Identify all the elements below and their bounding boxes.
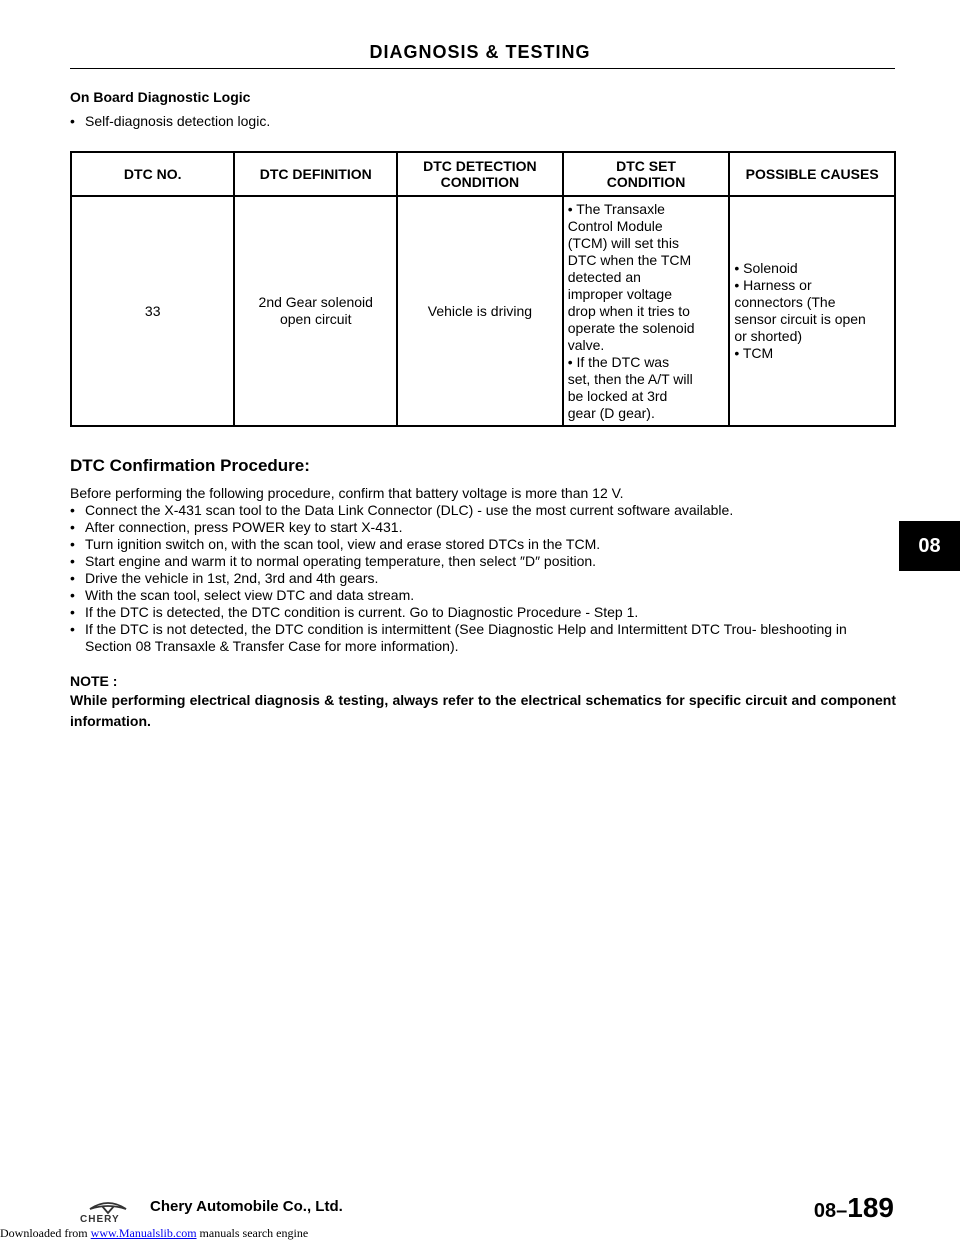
company-name: Chery Automobile Co., Ltd. xyxy=(150,1198,343,1215)
set-line: be locked at 3rd xyxy=(567,387,668,404)
header-dtc-detection-condition xyxy=(397,152,563,196)
step-text: If the DTC is detected, the DTC condition is current. Go to Diagnostic Procedure - Step 1. xyxy=(85,604,639,620)
step-text: Connect the X-431 scan tool to the Data Link Connector (DLC) - use the most current software available. xyxy=(85,502,734,518)
definition-line1: 2nd Gear solenoid xyxy=(258,294,373,310)
header-dtc-set-condition xyxy=(563,152,730,196)
step-text: With the scan tool, select view DTC and data stream. xyxy=(85,587,415,603)
download-notice xyxy=(0,1226,308,1241)
header-set-line1: DTC SET xyxy=(616,158,676,174)
procedure-step xyxy=(70,570,896,587)
page-number xyxy=(814,1192,894,1224)
header-possible-causes: POSSIBLE CAUSES xyxy=(729,152,895,196)
download-prefix: Downloaded from xyxy=(0,1226,91,1240)
cause-line: • TCM xyxy=(734,345,774,361)
cause-line: • Solenoid xyxy=(734,260,798,276)
bullet-icon: • xyxy=(70,113,75,129)
procedure-intro: Before performing the following procedure, confirm that battery voltage is more than 12 V. xyxy=(70,485,624,501)
cell-detection-condition: Vehicle is driving xyxy=(397,196,563,426)
cause-line: or shorted) xyxy=(734,328,803,344)
step-text: Turn ignition switch on, with the scan tool, view and erase stored DTCs in the TCM. xyxy=(85,536,601,552)
bullet-icon: • xyxy=(70,570,75,586)
page-header-title: DIAGNOSIS & TESTING xyxy=(369,42,591,62)
cell-set-condition xyxy=(563,196,730,426)
brand-mark: CHERY xyxy=(80,1214,120,1225)
page-num: 189 xyxy=(847,1192,894,1223)
cell-possible-causes xyxy=(729,196,895,426)
bullet-icon: • xyxy=(70,553,75,569)
table-header-row xyxy=(71,152,895,196)
procedure-step xyxy=(70,536,896,553)
set-line: DTC when the TCM xyxy=(567,251,692,268)
note-label: NOTE : xyxy=(70,673,118,689)
manualslib-link[interactable]: www.Manualslib.com xyxy=(90,1226,197,1240)
header-detection-line1: DTC DETECTION xyxy=(423,158,537,174)
bullet-icon: • xyxy=(70,536,75,552)
definition-line2: open circuit xyxy=(279,311,352,327)
note-text: While performing electrical diagnosis & testing, always refer to the electrical schematics for specific circuit and component information. xyxy=(70,692,896,729)
page-section: 08– xyxy=(813,1200,848,1222)
header-dtc-no: DTC NO. xyxy=(71,152,234,196)
set-line: improper voltage xyxy=(567,285,672,302)
obd-logic-bullet-text: Self-diagnosis detection logic. xyxy=(85,113,271,129)
header-divider xyxy=(70,68,895,69)
procedure-step xyxy=(70,502,896,519)
cause-line: • Harness or xyxy=(734,277,812,293)
set-line: • The Transaxle xyxy=(567,200,665,217)
step-text: Drive the vehicle in 1st, 2nd, 3rd and 4th gears. xyxy=(85,570,379,586)
set-line: drop when it tries to xyxy=(567,302,690,319)
set-line: • If the DTC was xyxy=(567,353,670,370)
procedure-step xyxy=(70,621,896,655)
bullet-icon: • xyxy=(70,604,75,620)
header-dtc-definition: DTC DEFINITION xyxy=(234,152,397,196)
header-detection-line2: CONDITION xyxy=(440,174,520,190)
confirmation-procedure xyxy=(70,485,896,655)
cell-dtc-definition xyxy=(234,196,397,426)
dtc-table xyxy=(70,151,896,427)
step-text: If the DTC is not detected, the DTC condition is intermittent (See Diagnostic Help and Intermittent DTC Trou- bleshooting in Section 08 Transaxle & Transfer Case for more information). xyxy=(85,621,847,654)
set-line: gear (D gear). xyxy=(567,404,655,421)
cause-line: sensor circuit is open xyxy=(734,311,866,327)
set-line: valve. xyxy=(567,336,605,353)
step-text: Start engine and warm it to normal operating temperature, then select ″D″ position. xyxy=(85,553,597,569)
step-text: After connection, press POWER key to start X-431. xyxy=(85,519,403,535)
procedure-step xyxy=(70,519,896,536)
obd-logic-label: On Board Diagnostic Logic xyxy=(70,89,251,105)
section-tab: 08 xyxy=(899,521,960,571)
cell-dtc-no: 33 xyxy=(71,196,234,426)
set-line: operate the solenoid xyxy=(567,319,695,336)
bullet-icon: • xyxy=(70,587,75,603)
table-row xyxy=(71,196,895,426)
procedure-step xyxy=(70,587,896,604)
set-line: Control Module xyxy=(567,217,663,234)
confirmation-heading: DTC Confirmation Procedure: xyxy=(70,456,310,475)
set-line: (TCM) will set this xyxy=(567,234,679,251)
bullet-icon: • xyxy=(70,519,75,535)
set-line: set, then the A/T will xyxy=(567,370,693,387)
download-suffix: manuals search engine xyxy=(196,1226,309,1240)
bullet-icon: • xyxy=(70,502,75,518)
cause-line: connectors (The xyxy=(734,294,836,310)
set-line: detected an xyxy=(567,268,641,285)
procedure-step xyxy=(70,553,896,570)
obd-logic-bullet xyxy=(70,113,270,129)
bullet-icon: • xyxy=(70,621,75,637)
procedure-step xyxy=(70,604,896,621)
header-set-line2: CONDITION xyxy=(606,174,686,190)
